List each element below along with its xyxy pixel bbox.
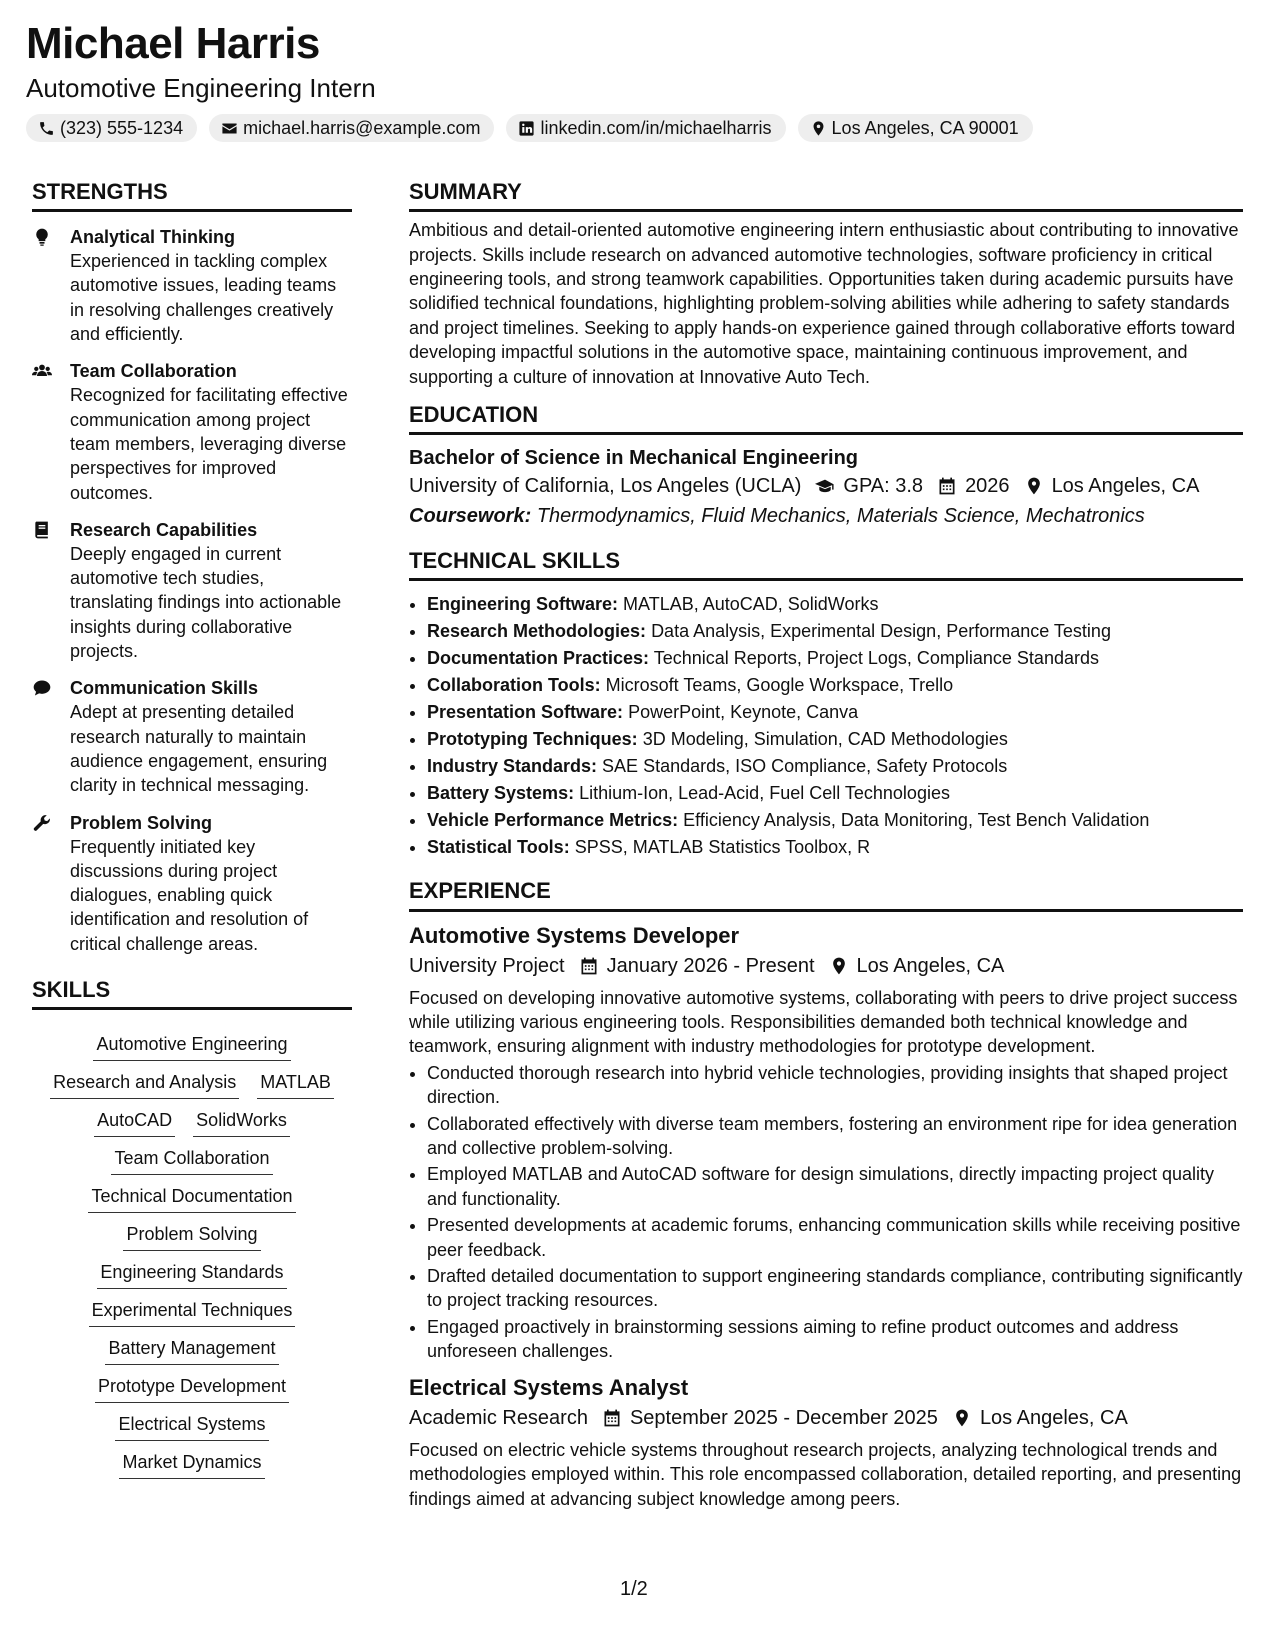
graduation-year: 2026 (965, 475, 1010, 498)
job-dates: September 2025 - December 2025 (629, 1406, 938, 1429)
technical-skills-heading: TECHNICAL SKILLS (409, 549, 1243, 581)
education-meta (409, 471, 1243, 501)
tech-skill-label: Vehicle Performance Metrics: (427, 810, 679, 831)
contact-bar (26, 114, 1033, 142)
job-location: Los Angeles, CA (856, 954, 1005, 977)
strength-item (32, 676, 352, 797)
skill-tag: Engineering Standards (97, 1260, 286, 1289)
book-icon (32, 520, 52, 540)
tech-skill-value: Efficiency Analysis, Data Monitoring, Test Bench Validation (683, 810, 1150, 831)
skill-tag: Market Dynamics (119, 1450, 264, 1479)
tech-skill-item (427, 591, 1243, 618)
phone-text: (323) 555-1234 (60, 117, 184, 138)
job-meta (409, 950, 1243, 982)
lightbulb-icon (32, 227, 52, 247)
summary-heading: SUMMARY (409, 180, 1243, 212)
skill-tag: Technical Documentation (88, 1184, 295, 1213)
email-text: michael.harris@example.com (243, 117, 481, 138)
technical-skills-list (409, 591, 1243, 861)
map-pin-icon (952, 1408, 972, 1428)
tech-skill-label: Prototyping Techniques: (427, 729, 638, 750)
strength-description: Adept at presenting detailed research naturally to maintain audience engagement, ensuring clarity in technical messaging. (70, 702, 328, 796)
users-icon (32, 361, 52, 381)
job-org: Academic Research (409, 1406, 588, 1429)
job-title: Automotive Systems Developer (409, 922, 740, 948)
degree-title: Bachelor of Science in Mechanical Engineering (409, 447, 859, 470)
linkedin-text: linkedin.com/in/michaelharris (540, 117, 772, 138)
right-column (409, 180, 1243, 1511)
job-dates: January 2026 - Present (606, 954, 815, 977)
job-org: University Project (409, 954, 565, 977)
tech-skill-value: Data Analysis, Experimental Design, Performance Testing (651, 621, 1111, 642)
skill-tag: Battery Management (105, 1336, 278, 1365)
tech-skill-value: PowerPoint, Keynote, Canva (628, 702, 859, 723)
skill-tag: MATLAB (257, 1070, 334, 1099)
skill-tag: Problem Solving (123, 1222, 260, 1251)
wrench-icon (32, 813, 52, 833)
linkedin-pill[interactable] (506, 114, 785, 142)
coursework-label: Coursework: (409, 505, 532, 528)
job-bullet: • Drafted detailed documentation to support engineering standards compliance, contributing significantly to project tracking resources. (427, 1264, 1243, 1313)
calendar-icon (579, 956, 599, 976)
location-text: Los Angeles, CA 90001 (831, 117, 1019, 138)
tech-skill-label: Battery Systems: (427, 783, 575, 804)
experience-heading: EXPERIENCE (409, 879, 1243, 911)
job-bullets (409, 1061, 1243, 1364)
skill-tag: Electrical Systems (115, 1412, 268, 1441)
education-heading: EDUCATION (409, 403, 1243, 435)
strength-description: Recognized for facilitating effective communication among project team members, leveraging diverse perspectives for improved outcomes. (70, 385, 348, 503)
map-pin-icon (810, 120, 827, 137)
strength-item (32, 518, 352, 663)
skill-tag: Prototype Development (95, 1374, 289, 1403)
tech-skill-item (427, 780, 1243, 807)
page-number: 1/2 (620, 1578, 648, 1600)
tech-skill-item (427, 672, 1243, 699)
job-description: Focused on electric vehicle systems throughout research projects, analyzing technological trends and methodologies employed within. This role encompassed collaboration, detailed reporting, and presenting findings aimed at advancing subject knowledge among peers. (409, 1439, 1242, 1509)
location-pill[interactable] (798, 114, 1033, 142)
job-meta (409, 1402, 1243, 1434)
strength-item (32, 359, 352, 504)
strength-description: Deeply engaged in current automotive tech studies, translating findings into actionable insights during collaborative projects. (70, 543, 342, 662)
strength-title: Team Collaboration (70, 361, 237, 382)
job-entry (409, 922, 1243, 1364)
job-bullet: • Engaged proactively in brainstorming sessions aiming to refine product outcomes and address unforeseen challenges. (427, 1315, 1243, 1364)
strength-item (32, 225, 352, 346)
skill-tag: Team Collaboration (111, 1146, 272, 1175)
gpa-text: GPA: 3.8 (843, 475, 924, 498)
job-location: Los Angeles, CA (979, 1406, 1128, 1429)
tech-skill-item (427, 807, 1243, 834)
tech-skill-value: MATLAB, AutoCAD, SolidWorks (623, 594, 879, 615)
job-bullet: • Collaborated effectively with diverse team members, fostering an environment ripe for idea generation and collective problem-solving. (427, 1112, 1243, 1161)
email-pill[interactable] (209, 114, 494, 142)
tech-skill-value: Microsoft Teams, Google Workspace, Trello (605, 675, 954, 696)
calendar-icon (602, 1408, 622, 1428)
skills-list (32, 1024, 352, 1479)
strength-title: Analytical Thinking (70, 227, 236, 248)
summary-text: Ambitious and detail-oriented automotive engineering intern enthusiastic about contributing to innovative projects. Skills include research on advanced automotive technologies, software proficiency in critical engineering tools, and strong teamwork capabilities. Opportunities taken during academic pursuits have solidified technical foundations, highlighting problem-solving abilities while adhering to safety standards and project timelines. Seeking to apply hands-on experience gained through collaborative efforts toward developing impactful solutions in the automotive space, maintaining continuous improvement, and supporting a culture of innovation at Innovative Auto Tech. (409, 220, 1239, 387)
tech-skill-item (427, 699, 1243, 726)
linkedin-icon (518, 120, 535, 137)
job-title: Electrical Systems Analyst (409, 1374, 689, 1400)
tech-skill-label: Presentation Software: (427, 702, 624, 723)
phone-icon (38, 120, 55, 137)
tech-skill-value: Lithium-Ion, Lead-Acid, Fuel Cell Technologies (579, 783, 950, 804)
job-description: Focused on developing innovative automotive systems, collaborating with peers to drive project success while utilizing various engineering tools. Responsibilities demanded both technical knowledge and teamwork, ensuring alignment with industry methodologies for prototype development. (409, 987, 1238, 1057)
tech-skill-label: Documentation Practices: (427, 648, 650, 669)
strength-title: Research Capabilities (70, 519, 258, 540)
strength-title: Communication Skills (70, 678, 259, 699)
job-bullet: • Employed MATLAB and AutoCAD software for design simulations, directly impacting project quality and functionality. (427, 1162, 1243, 1211)
tech-skill-item (427, 726, 1243, 753)
tech-skill-value: Technical Reports, Project Logs, Compliance Standards (653, 648, 1099, 669)
calendar-icon (937, 476, 957, 496)
job-bullet: • Presented developments at academic forums, enhancing communication skills while receiving positive peer feedback. (427, 1213, 1243, 1262)
tech-skill-item (427, 834, 1243, 861)
skill-tag: Experimental Techniques (89, 1298, 296, 1327)
map-pin-icon (829, 956, 849, 976)
school-name: University of California, Los Angeles (UCLA) (409, 475, 802, 498)
tech-skill-label: Engineering Software: (427, 594, 619, 615)
strength-description: Experienced in tackling complex automotive issues, leading teams in resolving challenges creatively and efficiently. (70, 251, 337, 345)
tech-skill-label: Statistical Tools: (427, 837, 570, 858)
tech-skill-item (427, 618, 1243, 645)
tech-skill-label: Industry Standards: (427, 756, 598, 777)
strength-item (32, 811, 352, 956)
skill-tag: AutoCAD (94, 1108, 175, 1137)
tech-skill-value: 3D Modeling, Simulation, CAD Methodologies (642, 729, 1008, 750)
coursework-list: Thermodynamics, Fluid Mechanics, Materials Science, Mechatronics (536, 505, 1145, 528)
tech-skill-value: SPSS, MATLAB Statistics Toolbox, R (574, 837, 871, 858)
envelope-icon (221, 120, 238, 137)
map-pin-icon (1024, 476, 1044, 496)
strength-title: Problem Solving (70, 812, 213, 833)
job-bullet: • Conducted thorough research into hybrid vehicle technologies, providing insights that shaped project direction. (427, 1061, 1243, 1110)
comment-icon (32, 678, 52, 698)
skill-tag: Research and Analysis (50, 1070, 239, 1099)
candidate-name: Michael Harris (26, 19, 320, 68)
skill-tag: SolidWorks (193, 1108, 290, 1137)
tech-skill-value: SAE Standards, ISO Compliance, Safety Protocols (602, 756, 1008, 777)
tech-skill-label: Research Methodologies: (427, 621, 647, 642)
coursework (409, 501, 1243, 531)
strength-description: Frequently initiated key discussions during project dialogues, enabling quick identification and resolution of critical challenge areas. (70, 836, 309, 954)
tech-skill-label: Collaboration Tools: (427, 675, 601, 696)
tech-skill-item (427, 753, 1243, 780)
phone-pill[interactable] (26, 114, 197, 142)
graduation-cap-icon (815, 476, 835, 496)
left-column (32, 180, 352, 1479)
job-entry (409, 1374, 1243, 1511)
tech-skill-item (427, 645, 1243, 672)
strengths-heading: STRENGTHS (32, 180, 352, 212)
education-location: Los Angeles, CA (1051, 475, 1200, 498)
skill-tag: Automotive Engineering (93, 1032, 290, 1061)
skills-heading: SKILLS (32, 978, 352, 1010)
candidate-title: Automotive Engineering Intern (26, 73, 376, 103)
